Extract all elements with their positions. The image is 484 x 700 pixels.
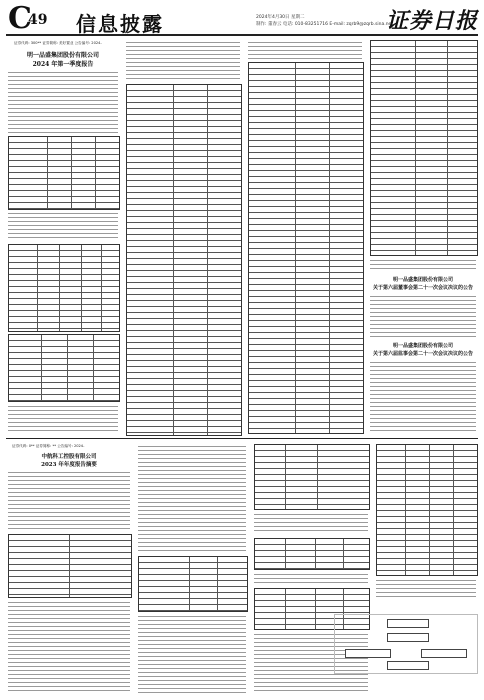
article-body-text (370, 258, 476, 272)
data-table (254, 538, 370, 570)
data-table (138, 556, 248, 612)
org-chart-node (387, 661, 429, 670)
article-q1-report (6, 38, 120, 436)
org-chart-node (345, 649, 391, 658)
article-title: 关于第六届监事会第二十一次会议决议的公告 (372, 351, 473, 357)
article-body-text (376, 578, 476, 598)
financial-table (8, 136, 120, 210)
article-body-text (126, 40, 240, 80)
section-divider (6, 438, 478, 439)
article-body-text (8, 404, 118, 434)
masthead (6, 1, 478, 36)
article-continued (136, 442, 248, 696)
article-company: 中航科工控股有限公司 (41, 454, 97, 460)
org-chart-diagram (334, 614, 478, 674)
section-number: 49 (28, 12, 48, 28)
data-table (8, 334, 120, 402)
article-company: 明一品盛集团股份有限公司 (392, 343, 453, 349)
article-title: 2024 年第一季度报告 (32, 61, 94, 68)
article-company: 明一品盛集团股份有限公司 (392, 277, 453, 283)
org-chart-node (421, 649, 467, 658)
data-table (376, 444, 478, 576)
article-body-text (370, 294, 476, 338)
date-line: 2024年4月30日 星期二 (256, 15, 305, 20)
article-continued (246, 38, 364, 436)
article-body-text (8, 600, 130, 694)
org-chart-node (387, 633, 429, 642)
shareholder-table (8, 244, 120, 332)
article-body-text (370, 360, 476, 434)
article-body-text (8, 211, 118, 241)
article-code-line: 证券代码: 0** 证券简称: ** 公告编号: 2024- (12, 444, 85, 448)
section-title: 信息披露 (76, 12, 164, 36)
balance-sheet-table (126, 84, 242, 436)
article-code-line: 证券代码: 300** 证券简称: 美好置业 公告编号: 2024- (14, 41, 102, 45)
article-body-text (254, 512, 368, 534)
editor-line: 制作: 董春云 电话: 010-83251716 E-mail: zqrb9@zqrb.sina.net (256, 22, 394, 27)
article-board-resolution (368, 276, 478, 436)
data-table (254, 444, 370, 510)
article-continued (124, 38, 242, 436)
article-body-text (248, 40, 362, 60)
article-body-text (138, 614, 246, 694)
article-title: 2023 年年度报告摘要 (41, 462, 97, 468)
article-annual-report (6, 442, 132, 696)
newspaper-logo: 证券日报 (385, 8, 478, 34)
section-letter: C (8, 1, 32, 36)
article-continued (374, 442, 478, 696)
article-body-text (8, 70, 118, 134)
cash-flow-table (370, 40, 478, 256)
income-statement-table (248, 62, 364, 434)
article-title: 关于第六届董事会第二十一次会议决议的公告 (372, 285, 473, 291)
article-body-text (8, 470, 130, 530)
org-chart-node (387, 619, 429, 628)
article-body-text (254, 572, 368, 584)
article-body-text (138, 444, 246, 552)
article-company: 明一品盛集团股份有限公司 (26, 52, 99, 59)
data-table (8, 534, 132, 598)
